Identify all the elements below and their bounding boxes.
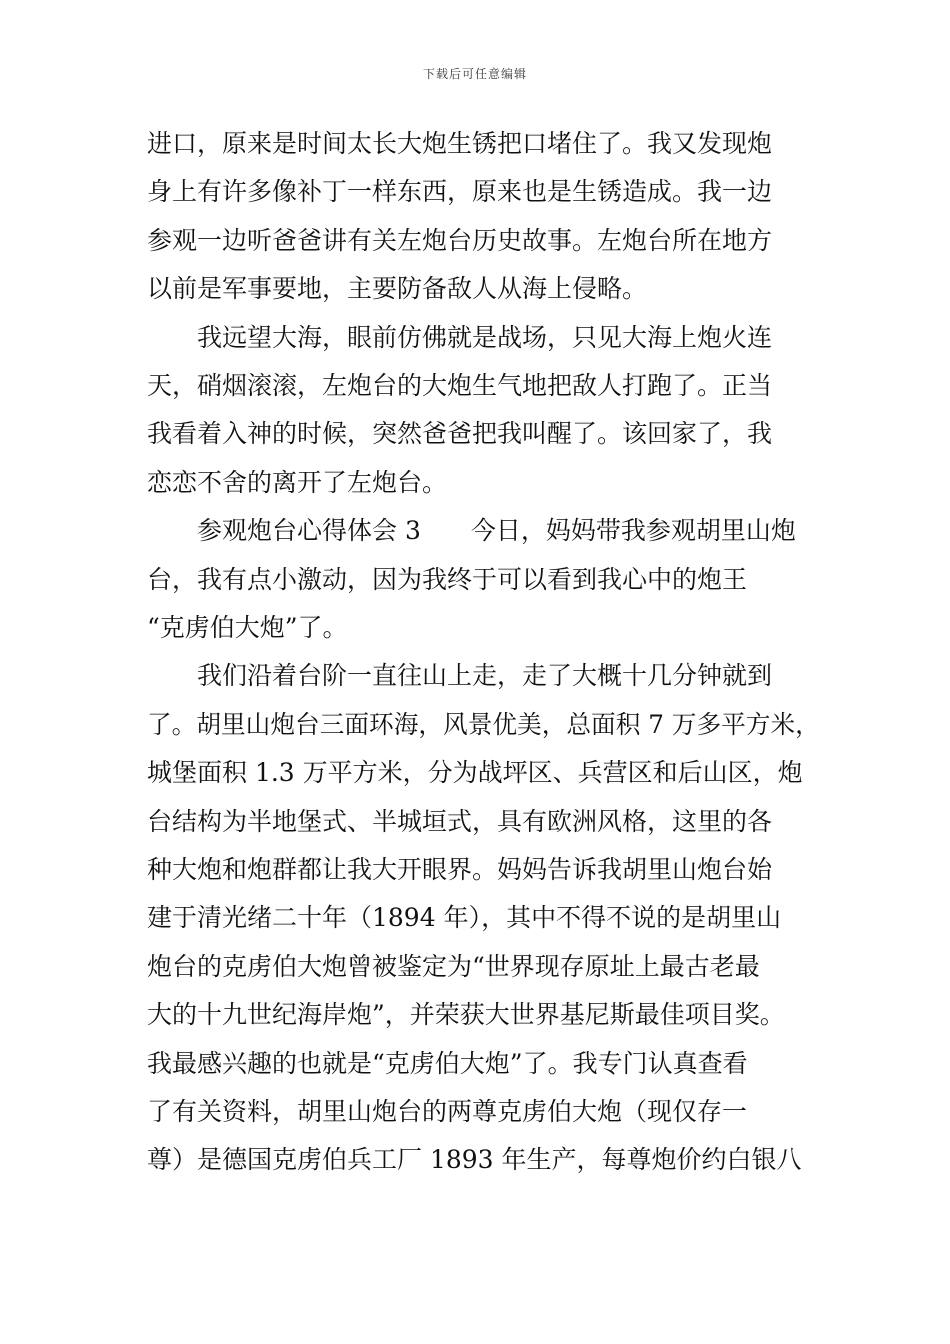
text-line: 进口，原来是时间太长大炮生锈把口堵住了。我又发现炮 bbox=[147, 129, 773, 158]
text-line: 恋恋不舍的离开了左炮台。 bbox=[147, 467, 448, 497]
text-line: 我最感兴趣的也就是“克虏伯大炮”了。我专门认真查看 bbox=[147, 1048, 748, 1078]
text-line: 尊）是德国克虏伯兵工厂 1893 年生产，每尊炮价约白银八 bbox=[147, 1145, 802, 1175]
text-line: 以前是军事要地，主要防备敌人从海上侵略。 bbox=[147, 274, 648, 304]
text-line: 城堡面积 1.3 万平方米，分为战坪区、兵营区和后山区，炮 bbox=[147, 758, 803, 788]
text-line: 天，硝烟滚滚，左炮台的大炮生气地把敌人打跑了。正当 bbox=[147, 371, 773, 400]
text-line: 参观炮台心得体会 3 今日，妈妈带我参观胡里山炮 bbox=[197, 516, 796, 546]
text-line: 身上有许多像补丁一样东西，原来也是生锈造成。我一边 bbox=[147, 177, 773, 207]
text-line: 炮台的克虏伯大炮曾被鉴定为“世界现存原址上最古老最 bbox=[147, 951, 760, 981]
text-line: 台结构为半地堡式、半城垣式，具有欧洲风格，这里的各 bbox=[147, 806, 773, 836]
text-line: “克虏伯大炮”了。 bbox=[147, 613, 348, 642]
text-line: 我看着入神的时候，突然爸爸把我叫醒了。该回家了，我 bbox=[147, 419, 773, 449]
text-line: 我远望大海，眼前仿佛就是战场，只见大海上炮火连 bbox=[197, 322, 773, 352]
text-line: 种大炮和炮群都让我大开眼界。妈妈告诉我胡里山炮台始 bbox=[147, 855, 773, 884]
text-line: 了。胡里山炮台三面环海，风景优美，总面积 7 万多平方米， bbox=[147, 709, 820, 739]
text-line: 我们沿着台阶一直往山上走，走了大概十几分钟就到 bbox=[197, 661, 773, 691]
text-line: 建于清光绪二十年（1894 年），其中不得不说的是胡里山 bbox=[147, 903, 782, 933]
page-header: 下载后可任意编辑 bbox=[422, 67, 527, 81]
text-line: 了有关资料，胡里山炮台的两尊克虏伯大炮（现仅存一 bbox=[147, 1097, 748, 1126]
text-line: 大的十九世纪海岸炮”，并荣获大世界基尼斯最佳项目奖。 bbox=[147, 1000, 785, 1030]
text-line: 参观一边听爸爸讲有关左炮台历史故事。左炮台所在地方 bbox=[147, 225, 773, 255]
text-line: 台，我有点小激动，因为我终于可以看到我心中的炮王 bbox=[147, 564, 748, 594]
